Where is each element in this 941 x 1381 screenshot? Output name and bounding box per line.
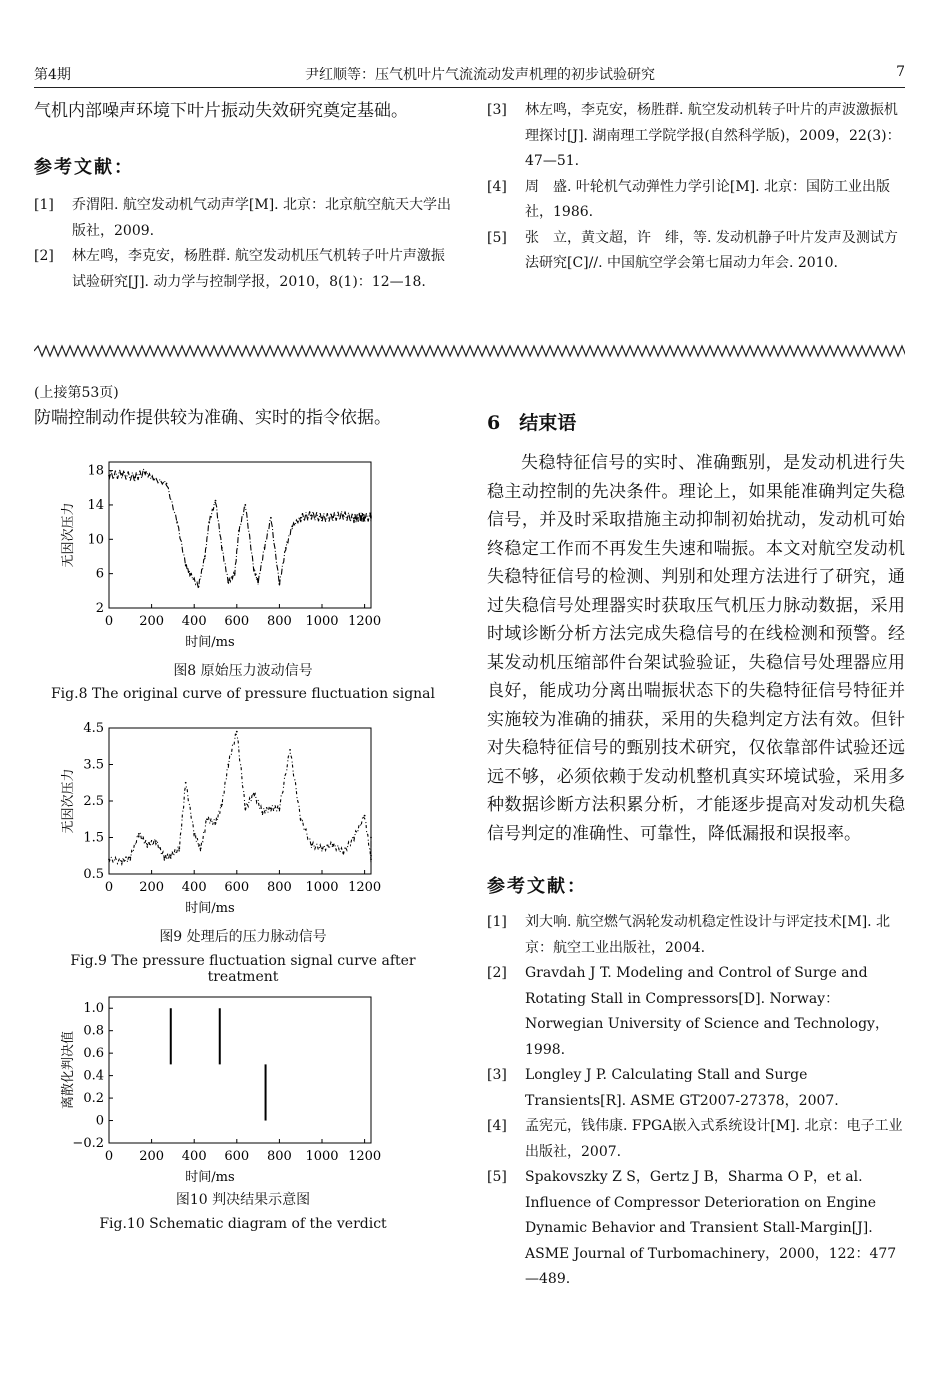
data-point xyxy=(193,833,195,835)
bottom-left-column xyxy=(34,382,452,432)
running-title: 尹红顺等：压气机叶片气流流动发声机理的初步试验研究 xyxy=(305,67,655,83)
x-axis-label: 时间/ms xyxy=(185,901,235,916)
figure-10-chart xyxy=(34,985,452,1190)
section-heading: 6 结束语 xyxy=(487,412,577,434)
data-point xyxy=(215,822,217,824)
x-tick-label: 200 xyxy=(139,614,165,629)
data-point xyxy=(370,855,372,857)
y-tick-label: 1.0 xyxy=(83,1001,104,1017)
data-point xyxy=(321,517,323,519)
y-tick-label: 0.4 xyxy=(83,1068,104,1084)
references-heading: 参考文献： xyxy=(34,157,134,178)
reference-item xyxy=(487,226,905,277)
x-tick-label: 1200 xyxy=(348,1149,382,1164)
data-point xyxy=(221,804,223,806)
data-point xyxy=(359,516,361,518)
data-point xyxy=(153,478,155,480)
top-right-column xyxy=(487,98,905,277)
figure-9-caption-cn: 图9 处理后的压力脉动信号 xyxy=(159,929,327,945)
reference-item xyxy=(34,244,452,295)
data-point xyxy=(253,793,255,795)
y-tick-label: 4.5 xyxy=(83,721,104,736)
data-point xyxy=(185,782,187,784)
y-tick-label: 0 xyxy=(95,1113,104,1129)
reference-text: 林左鸣，李克安，杨胜群. 航空发动机转子叶片的声波激振机理探讨[J]. 湖南理工学院学报(自然科学版)，2009，22(3)：47—51. xyxy=(525,102,901,169)
y-tick-label: −0.2 xyxy=(72,1136,104,1151)
y-axis-label: 无因次压力 xyxy=(61,768,76,834)
data-point xyxy=(129,857,131,859)
data-point xyxy=(204,556,206,558)
x-tick-label: 200 xyxy=(139,1149,165,1164)
x-tick-label: 1000 xyxy=(305,614,339,629)
data-point xyxy=(121,860,123,862)
reference-item xyxy=(34,193,452,244)
reference-number: [3] xyxy=(487,1067,507,1083)
data-point xyxy=(206,818,208,820)
data-point xyxy=(257,581,259,583)
y-tick-label: 1.5 xyxy=(83,830,104,846)
data-point xyxy=(108,859,110,861)
reference-number: [4] xyxy=(487,178,507,195)
x-tick-label: 400 xyxy=(181,1149,207,1164)
reference-text: 周 盛. 叶轮机气动弹性力学引论[M]. 北京：国防工业出版社，1986. xyxy=(525,178,891,220)
reference-text: Spakovszky Z S，Gertz J B，Sharma O P，et al. Influence of Compressor Deterioration on Engine Dynamic Behavior and Transient Stall-Margin[J]. ASME Journal of Turbomachinery，2000，122：477—489. xyxy=(525,1169,897,1287)
x-tick-label: 0 xyxy=(104,614,114,629)
x-tick-label: 0 xyxy=(104,1149,114,1164)
data-point xyxy=(310,844,312,846)
x-axis-label: 时间/ms xyxy=(185,1170,235,1185)
data-point xyxy=(236,731,238,733)
top-left-column xyxy=(34,97,452,295)
data-point xyxy=(134,477,136,479)
y-tick-label: 0.8 xyxy=(83,1023,104,1039)
reference-item xyxy=(487,910,905,961)
conclusion-paragraph: 失稳特征信号的实时、准确甄别，是发动机进行失稳主动控制的先决条件。理论上，如果能准确判定失稳信号，并及时采取措施主动抑制初始扰动，发动机可始终稳定工作而不再发生失速和喘振。本文对航空发动机失稳特征信号的检测、判别和处理方法进行了研究，通过失稳信号处理器实时获取压气机压力脉动数据，采用时域诊断分析方法完成失稳信号的在线检测和预警。经某发动机压缩部件台架试验验证，失稳信号处理器应用良好，能成功分离出喘振状态下的失稳特征信号特征并实施较为准确的捕获，采用的失稳判定方法有效。但针对失稳特征信号的甄别技术研究，仅依靠部件试验还远远不够，必须依赖于发动机整机真实环境试验，采用多种数据诊断方法积累分析，才能逐步提高对发动机失稳信号判定的准确性、可靠性，降低漏报和误报率。 xyxy=(487,453,905,844)
data-point xyxy=(332,516,334,518)
figure-10-caption-cn: 图10 判决结果示意图 xyxy=(175,1192,311,1208)
reference-item xyxy=(487,98,905,175)
series-line xyxy=(109,734,371,864)
data-point xyxy=(200,848,202,850)
reference-item xyxy=(487,1165,905,1293)
data-point xyxy=(138,833,140,835)
reference-list xyxy=(34,193,452,295)
data-point xyxy=(176,521,178,523)
data-point xyxy=(279,807,281,809)
data-point xyxy=(234,573,236,575)
data-point xyxy=(310,514,312,516)
journal-issue: 第4期 xyxy=(34,67,71,83)
reference-item xyxy=(487,1063,905,1114)
data-point xyxy=(261,811,263,813)
data-point xyxy=(364,815,366,817)
header-rule xyxy=(34,87,905,88)
y-tick-label: 6 xyxy=(95,566,104,582)
reference-text: 孟宪元，钱伟康. FPGA嵌入式系统设计[M]. 北京：电子工业出版社，2007. xyxy=(525,1118,903,1160)
reference-item xyxy=(487,961,905,1063)
x-tick-label: 800 xyxy=(266,1149,292,1164)
reference-number: [1] xyxy=(34,197,54,213)
reference-text: 林左鸣，李克安，杨胜群. 航空发动机压气机转子叶片声激振试验研究[J]. 动力学与控制学报，2010，8(1)：12—18. xyxy=(72,248,445,290)
data-point xyxy=(227,581,229,583)
x-tick-label: 1000 xyxy=(305,880,339,895)
data-point xyxy=(253,568,255,570)
x-tick-label: 600 xyxy=(224,1149,250,1164)
page-number: 7 xyxy=(896,64,905,80)
reference-item xyxy=(487,175,905,226)
data-point xyxy=(364,517,366,519)
reference-number: [5] xyxy=(487,229,507,246)
continuation-text: 气机内部噪声环境下叶片振动失效研究奠定基础。 xyxy=(34,101,408,121)
data-point xyxy=(279,583,281,585)
references-heading: 参考文献： xyxy=(487,876,587,897)
data-point xyxy=(144,471,146,473)
x-tick-label: 800 xyxy=(266,614,292,629)
zigzag-separator xyxy=(34,344,905,358)
data-point xyxy=(353,837,355,839)
y-tick-label: 0.6 xyxy=(83,1046,104,1062)
x-tick-label: 600 xyxy=(224,880,250,895)
figure-8-caption-en: Fig.8 The original curve of pressure fluctuation signal xyxy=(50,686,436,702)
data-point xyxy=(121,473,123,475)
x-tick-label: 600 xyxy=(224,614,250,629)
reference-number: [5] xyxy=(487,1169,507,1185)
figure-10-caption-en: Fig.10 Schematic diagram of the verdict xyxy=(99,1216,387,1232)
data-point xyxy=(264,547,266,549)
data-point xyxy=(332,844,334,846)
y-axis-label: 无因次压力 xyxy=(61,502,76,568)
reference-text: 张 立，黄文超，许 绯，等. 发动机静子叶片发声及测试方法研究[C]//. 中国航空学会第七届动力年会. 2010. xyxy=(525,229,898,271)
x-tick-label: 200 xyxy=(139,880,165,895)
data-point xyxy=(244,807,246,809)
data-point xyxy=(189,573,191,575)
data-point xyxy=(155,840,157,842)
y-tick-label: 14 xyxy=(87,497,104,513)
y-axis-label: 离散化判决值 xyxy=(61,1030,76,1110)
reference-number: [1] xyxy=(487,914,507,930)
data-point xyxy=(300,818,302,820)
x-tick-label: 400 xyxy=(181,614,207,629)
y-tick-label: 3.5 xyxy=(83,757,104,773)
series-line xyxy=(109,469,371,589)
bottom-right-column xyxy=(487,408,905,1293)
data-point xyxy=(342,514,344,516)
x-tick-label: 800 xyxy=(266,880,292,895)
data-point xyxy=(108,475,110,477)
data-point xyxy=(370,837,372,839)
reference-number: [3] xyxy=(487,102,507,118)
data-point xyxy=(321,848,323,850)
data-point xyxy=(221,547,223,549)
x-tick-label: 1200 xyxy=(348,614,382,629)
data-point xyxy=(342,851,344,853)
data-point xyxy=(370,517,372,519)
y-tick-label: 18 xyxy=(87,463,104,479)
data-point xyxy=(270,517,272,519)
x-tick-label: 400 xyxy=(181,880,207,895)
y-tick-label: 0.5 xyxy=(83,867,104,882)
x-axis-label: 时间/ms xyxy=(185,635,235,650)
data-point xyxy=(238,530,240,532)
reference-item xyxy=(487,1114,905,1165)
y-tick-label: 2.5 xyxy=(83,794,104,809)
x-tick-label: 1200 xyxy=(348,880,382,895)
x-tick-label: 0 xyxy=(104,880,114,895)
data-point xyxy=(163,857,165,859)
reference-text: Gravdah J T. Modeling and Control of Surge and Rotating Stall in Compressors[D]. Norway：Norwegian University of Science and Technology，1998. xyxy=(525,965,889,1058)
data-point xyxy=(146,844,148,846)
plot-frame xyxy=(109,728,371,874)
reference-number: [2] xyxy=(34,248,54,264)
data-point xyxy=(208,521,210,523)
data-point xyxy=(166,483,168,485)
figure-8-chart xyxy=(34,450,452,660)
continuation-line: 防喘控制动作提供较为准确、实时的指令依据。 xyxy=(34,408,391,428)
data-point xyxy=(215,500,217,502)
reference-text: 刘大响. 航空燃气涡轮发动机稳定性设计与评定技术[M]. 北京：航空工业出版社，2004. xyxy=(525,914,891,956)
reference-number: [2] xyxy=(487,965,507,981)
data-point xyxy=(270,807,272,809)
plot-frame xyxy=(109,462,371,608)
x-tick-label: 1000 xyxy=(305,1149,339,1164)
figure-8-caption-cn: 图8 原始压力波动信号 xyxy=(173,663,313,679)
data-point xyxy=(178,848,180,850)
continued-from-note: (上接第53页) xyxy=(34,385,119,401)
data-point xyxy=(227,764,229,766)
data-point xyxy=(370,515,372,517)
data-point xyxy=(370,859,372,861)
reference-number: [4] xyxy=(487,1118,507,1134)
data-point xyxy=(185,564,187,566)
y-tick-label: 2 xyxy=(95,601,104,616)
data-point xyxy=(285,547,287,549)
reference-text: Longley J P. Calculating Stall and Surge Transients[R]. ASME GT2007-27378，2007. xyxy=(525,1067,839,1109)
data-point xyxy=(170,855,172,857)
figure-9-chart xyxy=(34,716,452,926)
y-tick-label: 10 xyxy=(87,532,104,548)
plot-frame xyxy=(109,997,371,1143)
data-point xyxy=(289,749,291,751)
figure-9-caption-en: Fig.9 The pressure fluctuation signal curve after treatment xyxy=(70,953,416,985)
data-point xyxy=(353,518,355,520)
data-point xyxy=(244,504,246,506)
data-point xyxy=(291,526,293,528)
y-tick-label: 0.2 xyxy=(83,1091,104,1107)
data-point xyxy=(300,517,302,519)
reference-list xyxy=(487,910,905,1293)
data-point xyxy=(198,586,200,588)
reference-text: 乔渭阳. 航空发动机气动声学[M]. 北京：北京航空航天大学出版社，2009. xyxy=(72,197,452,239)
